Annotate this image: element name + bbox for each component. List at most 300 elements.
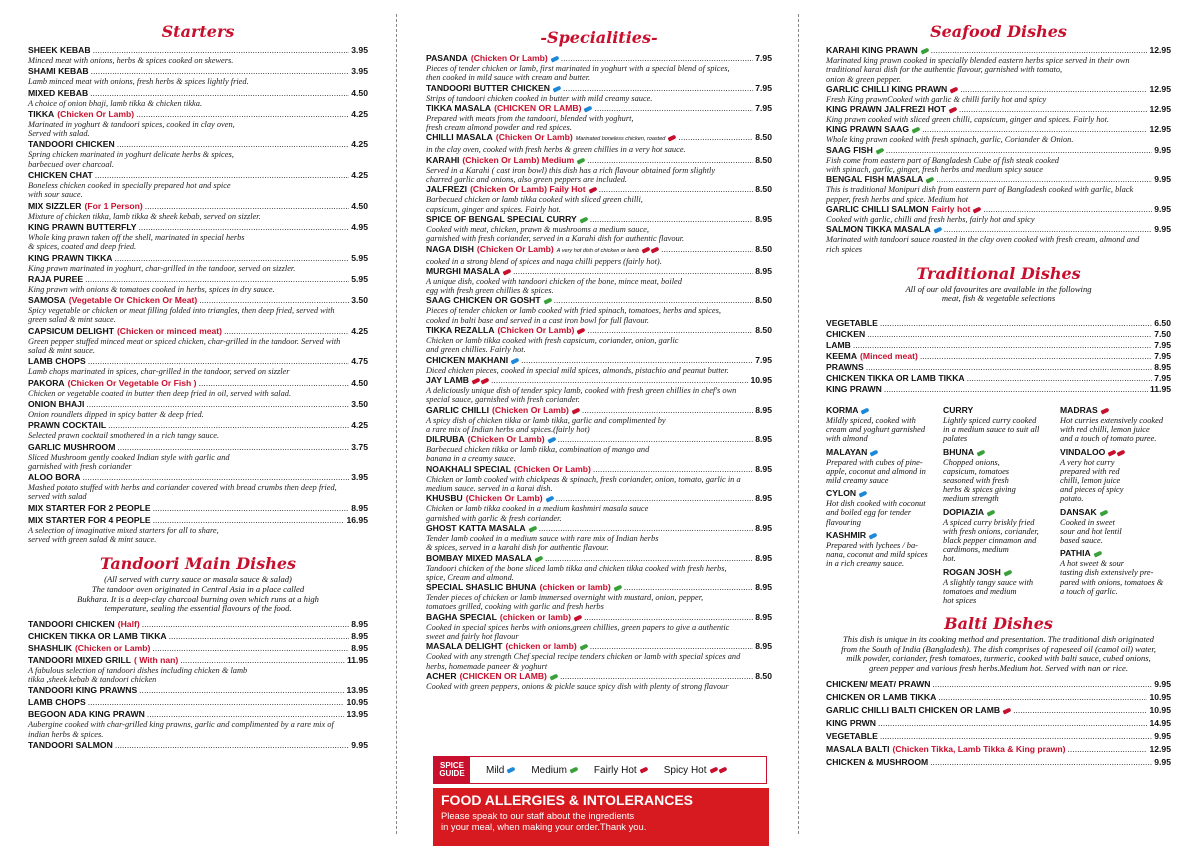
allergy-notice: [433, 788, 769, 846]
menu-item-name: GARLIC CHILLI BALTI CHICKEN OR LAMB: [826, 704, 1001, 715]
menu-item-price: 4.75: [351, 356, 368, 367]
menu-item-description: Prepared with meats from the tandoori, blended with yoghurt, fresh cream almond powder and red spices.: [426, 113, 634, 133]
menu-item-row: [426, 53, 772, 64]
menu-item: [426, 612, 772, 642]
traditional-intro: All of our old favourites are available in the following meat, fish & vegetable selections: [905, 283, 1092, 304]
curry-style-name: KORMA: [826, 405, 941, 416]
menu-item-name: CHICKEN TIKKA OR LAMB TIKKA: [28, 630, 167, 641]
menu-item-price: 3.50: [351, 295, 368, 306]
menu-item-price: 8.95: [755, 434, 772, 445]
menu-item-qualifier: (Chicken Or Lamb): [467, 434, 545, 445]
menu-item: [426, 214, 772, 244]
traditional-title: Traditional Dishes: [916, 263, 1081, 283]
menu-item-price: 9.95: [351, 739, 368, 750]
curry-style-description: A spiced curry briskly fried with fresh onions, coriander, black pepper cinnamon and cardimons, medium hot.: [943, 517, 1039, 564]
med-chilli-icon: [535, 555, 544, 562]
menu-item-price: 5.95: [351, 252, 368, 263]
leader-dots: [152, 643, 349, 654]
curry-style-name: BHUNA: [943, 447, 1058, 458]
menu-item-row: [28, 697, 368, 708]
menu-item-qualifier: (chicken or lamb): [505, 641, 577, 652]
menu-item: [28, 170, 368, 200]
menu-item-name: KING PRAWN SAAG: [826, 124, 910, 135]
leader-dots: [587, 325, 753, 336]
menu-item-row: [28, 109, 368, 120]
menu-item-description: Minced meat with onions, herbs & spices cooked on skewers.: [28, 56, 234, 65]
menu-item-row: [826, 705, 1171, 716]
menu-item-qualifier: (Chicken Or Lamb): [492, 404, 569, 415]
leader-dots: [560, 671, 753, 682]
menu-item-row: [826, 757, 1171, 768]
menu-item-name: GARLIC MUSHROOM: [28, 441, 116, 452]
leader-dots: [224, 326, 349, 337]
menu-item-row: [426, 582, 772, 593]
hot-chilli-icon: [639, 766, 648, 773]
menu-item-name: ACHER: [426, 670, 457, 681]
menu-item-name: CAPSICUM DELIGHT: [28, 325, 114, 336]
med-chilli-icon: [543, 298, 552, 305]
curry-style: [1060, 405, 1175, 444]
mild-chilli-icon: [550, 55, 559, 62]
menu-item-name: SAAG FISH: [826, 144, 873, 155]
menu-item-description: Strips of tandoori chicken cooked in butter with mild creamy sauce.: [426, 93, 653, 103]
menu-item-name: TANDOORI SALMON: [28, 739, 113, 750]
menu-item-row: [826, 145, 1171, 156]
menu-item: [28, 740, 368, 751]
menu-item-row: [28, 740, 368, 751]
menu-item-price: 7.95: [1154, 351, 1171, 362]
menu-item-price: 8.50: [755, 132, 772, 143]
menu-item-name: LAMB: [826, 340, 851, 351]
menu-item-qualifier: (Chicken Or Lamb): [495, 132, 573, 143]
menu-item-row: [426, 612, 772, 623]
menu-item-name: CHICKEN TIKKA OR LAMB TIKKA: [826, 373, 965, 384]
menu-item-description: Diced chicken pieces, cooked in special mild spices, almonds, pistachio and peanut butter.: [426, 365, 729, 375]
menu-item-price: 8.50: [755, 243, 772, 254]
menu-item: [28, 442, 368, 472]
menu-item-name: TIKKA REZALLA: [426, 325, 495, 336]
menu-item: [426, 523, 772, 553]
menu-item-row: [28, 643, 368, 654]
med-chilli-icon: [987, 509, 996, 516]
med-chilli-icon: [577, 157, 586, 164]
menu-item-name: CHICKEN MAKHANI: [426, 354, 509, 365]
menu-item-row: [28, 88, 368, 99]
menu-item-row: [826, 45, 1171, 56]
menu-item-name: KHUSBU: [426, 493, 463, 504]
specialities-list: [426, 53, 772, 691]
menu-item-price: 8.95: [1154, 362, 1171, 373]
menu-item-price: 11.95: [1149, 384, 1171, 395]
leader-dots: [115, 740, 349, 751]
menu-item-description: Spicy vegetable or chicken or meat filling folded into triangles, then deep fried, served with green salad & mint sauce.: [28, 306, 335, 325]
menu-item-price: 8.95: [351, 502, 368, 513]
menu-item-description: Mixture of chicken tikka, lamb tikka & sheek kebab, served on sizzler.: [28, 211, 261, 221]
leader-dots: [153, 515, 345, 526]
menu-item: [426, 295, 772, 325]
menu-item-description: Marinated in yoghurt & tandoori spices, cooked in clay oven, Served with salad.: [28, 119, 235, 139]
balti-title: Balti Dishes: [944, 614, 1053, 634]
menu-item-name: LAMB CHOPS: [28, 697, 86, 708]
menu-item-qualifier: Fairly hot: [931, 203, 971, 214]
menu-item-note: Marinated boneless chicken, roasted: [575, 136, 666, 143]
leader-dots: [83, 472, 350, 483]
menu-item-name: MIX SIZZLER: [28, 200, 82, 211]
menu-item-description: Cooked with green peppers, onions & pickle sauce spicy dish with plenty of strong flavour: [426, 681, 729, 691]
curry-style-description: A hot sweet & sour tasting dish extensively pre- pared with onions, tomatoes & a touch of garlic.: [1060, 559, 1164, 596]
leader-dots: [867, 329, 1152, 340]
menu-item-name: DILRUBA: [426, 434, 465, 445]
menu-item-name: GARLIC CHILLI KING PRAWN: [826, 83, 948, 94]
menu-item-description: Chicken or lamb cooked with chickpeas & spinach, fresh coriander, onion, tomato, garlic in a medium sauce. served in a karai dish.: [426, 474, 741, 494]
leader-dots: [1013, 705, 1147, 716]
menu-item-qualifier: (chicken or lamb): [499, 611, 571, 622]
curry-styles-grid: [826, 405, 1171, 608]
menu-item-name: NOAKHALI SPECIAL: [426, 463, 511, 474]
menu-item: [826, 384, 1171, 395]
menu-item: [28, 88, 368, 108]
menu-item-price: 3.95: [351, 472, 368, 483]
med-chilli-icon: [1003, 569, 1012, 576]
menu-item-qualifier: ( With nan): [133, 654, 179, 665]
menu-item-description: Boneless chicken cooked in specially prepared hot and spice with sour sauce.: [28, 181, 231, 200]
menu-item-name: BAGHA SPECIAL: [426, 611, 497, 622]
menu-item: [426, 103, 772, 133]
menu-item: [826, 45, 1171, 84]
menu-item-name: PASANDA: [426, 53, 468, 63]
curry-style-name: CYLON: [826, 488, 941, 499]
menu-item: [28, 109, 368, 139]
menu-item-name: KING PRWN: [826, 717, 876, 728]
menu-item-qualifier: (Chicken Or Lamb): [497, 325, 575, 336]
menu-item-row: [826, 340, 1171, 351]
menu-item: [28, 295, 368, 325]
menu-item-description: A selection of imaginative mixed starters for all to share, served with green salad & mint sauce.: [28, 525, 219, 545]
leader-dots: [678, 132, 753, 143]
leader-dots: [139, 222, 350, 233]
leader-dots: [86, 399, 349, 410]
menu-item-name: JALFREZI: [426, 184, 468, 195]
curry-style-description: Lightly spiced curry cooked in a medium sauce to suit all palates: [943, 416, 1040, 444]
menu-item-row: [28, 472, 368, 483]
menu-item-description: A fabulous selection of tandoori dishes including chicken & lamb tikka ,sheek kebab & tandoori chicken: [28, 665, 248, 684]
menu-item-row: [426, 325, 772, 336]
menu-item-row: [28, 685, 368, 696]
menu-item-price: 14.95: [1149, 717, 1171, 728]
menu-item-row: [28, 631, 368, 642]
menu-item-qualifier: (Chicken or minced meat): [116, 325, 222, 336]
menu-item-row: [28, 222, 368, 233]
menu-item-name: PRAWNS: [826, 362, 864, 373]
menu-item: [826, 351, 1171, 362]
tandoori-intro: (All served with curry sauce or masala sauce & salad) The tandoor oven originated in Central Asia in a place called Bukhara. It is a deep-clay charcoal burning oven which runs at a high temperature, sealing the essential flavours of the food.: [77, 574, 319, 614]
column-middle: [426, 22, 772, 691]
menu-item-row: [426, 155, 772, 166]
menu-item-row: [426, 214, 772, 225]
menu-item-name: CHICKEN/ MEAT/ PRAWN: [826, 678, 931, 689]
menu-item-row: [28, 253, 368, 264]
leader-dots: [624, 582, 753, 593]
menu-item: [826, 744, 1171, 755]
menu-item-row: [28, 295, 368, 306]
menu-item: [826, 329, 1171, 340]
menu-item: [28, 503, 368, 514]
menu-item: [426, 83, 772, 103]
leader-dots: [936, 174, 1152, 185]
menu-item-description: This is traditional Monipuri dish from eastern part of Bangladesh cooked with garlic, black pepper, fresh herbs and spice. Medium hot: [826, 185, 1134, 204]
menu-item-name: ONION BHAJI: [28, 398, 85, 409]
balti-intro: This dish is unique in its cooking method and presentation. The traditional dish originated from the South of India (Bangladesh). The dish comprises of rapeseed oil (camol oil) water, milk powder, coriander, fresh tomatoes, turmeric, cooked with balti sauce, cubed onions, green pepper and various fresh herbs.Medium hot. Served with nan or rice.: [841, 634, 1156, 674]
tandoori-list: [28, 619, 368, 751]
menu-item-description: Fresh King prawnCooked with garlic & chilli farily hot and spicy: [826, 94, 1047, 104]
menu-item-name: LAMB CHOPS: [28, 356, 86, 367]
menu-item-row: [826, 224, 1171, 235]
med-chilli-icon: [926, 177, 935, 184]
menu-item-qualifier: (Chicken Or Lamb): [57, 108, 135, 119]
menu-item-name: PRAWN COCKTAIL: [28, 420, 107, 431]
curry-style-name: MADRAS: [1060, 405, 1175, 416]
menu-item-qualifier: (For 1 Person): [84, 200, 143, 211]
menu-item-row: [826, 351, 1171, 362]
menu-item-name: KARAHI: [426, 154, 460, 165]
leader-dots: [139, 685, 344, 696]
menu-item-row: [826, 679, 1171, 690]
menu-item-price: 4.25: [351, 325, 368, 336]
leader-dots: [880, 731, 1152, 742]
leader-dots: [983, 204, 1152, 215]
leader-dots: [539, 523, 754, 534]
menu-item-name: PAKORA: [28, 377, 65, 388]
leader-dots: [117, 139, 350, 150]
menu-item-name: SHEEK KEBAB: [28, 45, 91, 55]
menu-item-row: [28, 201, 368, 212]
menu-item-name: JAY LAMB: [426, 374, 469, 385]
menu-item: [28, 66, 368, 86]
med-chilli-icon: [579, 644, 588, 651]
menu-item-name: CHICKEN OR LAMB TIKKA: [826, 691, 937, 702]
menu-item-price: 12.95: [1149, 45, 1171, 55]
menu-item: [28, 253, 368, 273]
leader-dots: [513, 266, 753, 277]
curry-style-name: KASHMIR: [826, 530, 941, 541]
leader-dots: [108, 420, 349, 431]
menu-item-row: [28, 274, 368, 285]
menu-item-row: [28, 503, 368, 514]
menu-item-row: [826, 204, 1171, 215]
menu-item-price: 7.50: [1154, 329, 1171, 340]
menu-item: [826, 718, 1171, 729]
leader-dots: [932, 679, 1152, 690]
menu-item-name: TIKKA MASALA: [426, 102, 492, 113]
menu-item-description: Green pepper stuffed minced meat or spiced chicken, char-grilled in the tandoor. Served with salad & mint sauce.: [28, 336, 341, 356]
curry-style: [943, 507, 1058, 564]
leader-dots: [587, 155, 753, 166]
leader-dots: [967, 373, 1153, 384]
leader-dots: [584, 612, 753, 623]
menu-item-price: 7.95: [755, 102, 772, 113]
menu-item-price: 4.25: [351, 420, 368, 431]
menu-item-price: 8.95: [755, 463, 772, 474]
menu-item: [28, 685, 368, 696]
med-chilli-icon: [579, 216, 588, 223]
menu-item: [826, 145, 1171, 175]
mild-chilli-icon: [552, 85, 561, 92]
med-chilli-icon: [569, 766, 578, 773]
menu-item-description: A unique dish, cooked with tandoori chicken of the bone, mince meat, boiled egg with fresh green chillies & spices.: [426, 276, 682, 296]
menu-item-name: SAMOSA: [28, 295, 66, 306]
curry-style: [826, 530, 941, 569]
menu-item-name: BEGOON ADA KING PRAWN: [28, 709, 145, 720]
menu-item-price: 4.50: [351, 377, 368, 388]
menu-item: [826, 124, 1171, 144]
menu-item-row: [426, 295, 772, 306]
menu-item-price: 8.50: [755, 325, 772, 336]
column-right: [826, 22, 1171, 770]
menu-item-price: 11.95: [346, 654, 368, 665]
menu-item-name: MASALA BALTI: [826, 743, 890, 754]
leader-dots: [561, 53, 754, 64]
curry-style-name: CURRY: [943, 405, 974, 416]
menu-item: [28, 326, 368, 356]
leader-dots: [153, 503, 350, 514]
menu-item-price: 12.95: [1149, 124, 1171, 135]
menu-item-qualifier: (Minced meat): [860, 351, 918, 362]
menu-item: [826, 362, 1171, 373]
menu-item: [426, 464, 772, 494]
menu-item-qualifier: (Chicken Or Lamb): [476, 243, 554, 254]
menu-item-name: TIKKA: [28, 108, 55, 119]
menu-item-description: Cooked with meat, chicken, prawn & mushrooms a medium sauce, garnished with fresh coriander, served in a Karahi dish for authentic flavour.: [426, 224, 685, 244]
curry-style-name: DANSAK: [1060, 507, 1175, 518]
menu-item-price: 8.95: [351, 630, 368, 641]
curry-style-description: A slightly tangy sauce with tomatoes and medium hot spices: [943, 577, 1034, 606]
menu-item-price: 8.95: [351, 642, 368, 653]
leader-dots: [145, 201, 350, 212]
menu-item-row: [826, 329, 1171, 340]
menu-item-price: 6.50: [1154, 318, 1171, 329]
menu-item-row: [826, 362, 1171, 373]
curry-style: [943, 447, 1058, 504]
very-hot-chilli-icon: [642, 246, 651, 253]
spice-guide-items: [470, 765, 727, 776]
menu-item-price: 9.95: [1154, 174, 1171, 185]
menu-item-name: TANDOORI MIXED GRILL: [28, 654, 131, 665]
leader-dots: [545, 553, 753, 564]
menu-item-price: 12.95: [1149, 104, 1171, 115]
menu-item: [28, 399, 368, 419]
menu-item-qualifier: (chicken or lamb): [539, 582, 611, 593]
menu-item-description: King prawn marinated in yoghurt, char-grilled in the tandoor, served on sizzler.: [28, 263, 296, 273]
menu-item-name: NAGA DISH: [426, 243, 474, 254]
leader-dots: [558, 434, 754, 445]
menu-item: [28, 274, 368, 294]
menu-item-description: King prawn with onions & tomatoes cooked in herbs, spices in dry sauce.: [28, 284, 275, 294]
starters-list: [28, 45, 368, 544]
menu-item-price: 4.95: [351, 221, 368, 232]
med-chilli-icon: [920, 47, 929, 54]
mild-chilli-icon: [859, 491, 868, 498]
leader-dots: [91, 66, 350, 77]
menu-item-name: TANDOORI CHICKEN: [28, 139, 115, 150]
menu-item-price: 4.25: [351, 170, 368, 181]
menu-item-row: [426, 244, 772, 257]
menu-item-description: in the clay oven, cooked with fresh herbs & green chillies in a very hot sauce.: [426, 145, 686, 155]
menu-item-qualifier: (CHICKEN OR LAMB): [494, 102, 582, 113]
menu-item-price: 8.50: [755, 154, 772, 165]
menu-item-row: [28, 326, 368, 337]
menu-item-name: TANDOORI BUTTER CHICKEN: [426, 82, 550, 93]
curry-style-description: Prepared with cubes of pine- apple, coconut and almond in mild creamy sauce: [826, 457, 926, 486]
very-hot-chilli-icon: [481, 377, 490, 384]
menu-item-description: Cooked in special spices herbs with onions,green chillies, green papers to give a authentic sweet and fairly hot flavour: [426, 622, 730, 641]
menu-item-row: [28, 619, 368, 630]
menu-item-row: [426, 103, 772, 114]
menu-item-description: Tender lamb cooked in a medium sauce with rare mix of Indian herbs & spices, served in a karahi dish for authentic flavour.: [426, 533, 659, 553]
menu-item-price: 8.95: [755, 611, 772, 622]
curry-style-description: Hot dish cooked with coconut and boiled egg for tender flavouring: [826, 499, 926, 527]
leader-dots: [142, 619, 350, 630]
menu-item-name: CHICKEN CHAT: [28, 170, 93, 181]
menu-item-row: [28, 356, 368, 367]
menu-item: [28, 655, 368, 685]
menu-item: [426, 671, 772, 691]
hot-chilli-icon: [574, 614, 583, 621]
leader-dots: [599, 184, 754, 195]
menu-item-row: [426, 132, 772, 145]
menu-item-description: Selected prawn cocktail smothered in a rich tangy sauce.: [28, 431, 220, 441]
leader-dots: [136, 109, 349, 120]
menu-item: [28, 420, 368, 440]
menu-item-price: 12.95: [1149, 83, 1171, 94]
menu-item-name: CHILLI MASALA: [426, 132, 493, 143]
very-hot-chilli-icon: [472, 377, 481, 384]
menu-item-price: 16.95: [346, 514, 368, 525]
hot-chilli-icon: [571, 407, 580, 414]
mild-chilli-icon: [584, 105, 593, 112]
menu-item-row: [426, 375, 772, 386]
menu-item-name: KING PRAWN: [826, 384, 882, 395]
column-left: [28, 22, 368, 752]
menu-item-description: Cooked with any strength Chef special recipe tenders chicken or lamb with special spices and herbs, homemade paneer & yoghurt: [426, 652, 741, 671]
hot-chilli-icon: [973, 206, 982, 213]
menu-item-price: 13.95: [346, 685, 368, 696]
menu-item-row: [426, 464, 772, 475]
curry-style-description: Mildly spiced, cooked with cream and yoghurt garnished with almond: [826, 416, 926, 444]
menu-item-description: Marinated king prawn cooked in specially blended eastern herbs spice served in their own traditional karai dish for the authentic flavour, garnished with tomato, onion & green pepper.: [826, 56, 1130, 84]
menu-item: [426, 155, 772, 185]
specialities-title: -Specialities-: [540, 28, 658, 47]
menu-item: [426, 641, 772, 671]
menu-item-row: [826, 718, 1171, 729]
spice-guide: [433, 756, 767, 784]
menu-item-row: [28, 399, 368, 410]
menu-item-qualifier: (Vegetable Or Chicken Or Meat): [68, 295, 198, 306]
menu-item-price: 4.25: [351, 108, 368, 119]
menu-item: [826, 692, 1171, 703]
menu-item-price: 8.95: [755, 641, 772, 652]
menu-item-name: BOMBAY MIXED MASALA: [426, 552, 532, 563]
menu-item-row: [826, 318, 1171, 329]
menu-item: [426, 53, 772, 83]
menu-item: [426, 582, 772, 612]
menu-item-name: TANDOORI CHICKEN: [28, 618, 115, 629]
menu-item: [28, 631, 368, 642]
menu-item-row: [28, 139, 368, 150]
leader-dots: [556, 493, 754, 504]
menu-item-description: Whole king prawn taken off the shell, marinated in special herbs & spices, coated and deep fried.: [28, 232, 245, 252]
menu-item-row: [426, 434, 772, 445]
leader-dots: [944, 224, 1153, 235]
